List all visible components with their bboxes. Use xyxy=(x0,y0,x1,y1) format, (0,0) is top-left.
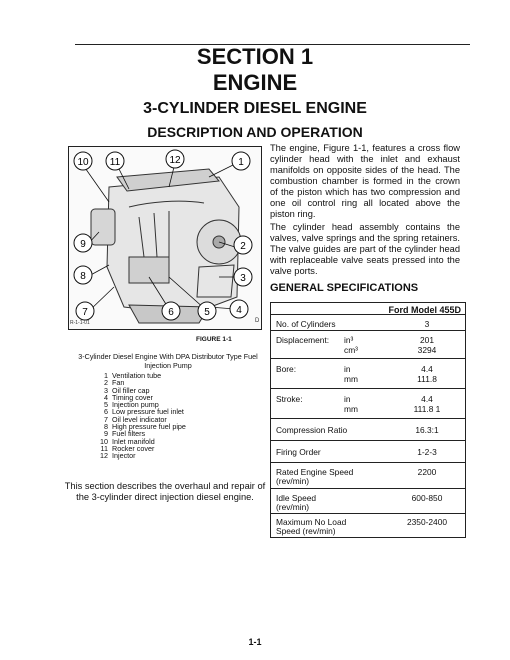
subsection-title: 3-CYLINDER DIESEL ENGINE xyxy=(143,100,367,117)
callout-9 xyxy=(74,234,92,252)
callout-6 xyxy=(162,302,180,320)
callout-7-label: 7 xyxy=(82,307,88,318)
description-heading: DESCRIPTION AND OPERATION xyxy=(147,124,363,140)
spec-row-stroke: Stroke: in 4.4 mm 111.8 1 xyxy=(271,388,465,419)
legend-item: 1 Ventilation tube xyxy=(104,371,162,380)
legend-item: 10 Inlet manifold xyxy=(100,436,155,446)
spec-row-displacement: Displacement: in³ 201 cm³ 3294 xyxy=(271,330,465,359)
callout-2 xyxy=(234,236,252,254)
callout-11 xyxy=(106,152,124,170)
callout-4-label: 4 xyxy=(236,305,242,316)
legend-item: 11 Rocker cover xyxy=(100,443,155,453)
callout-6-label: 6 xyxy=(168,307,174,318)
figure-code-right: D xyxy=(255,318,260,324)
spec-row-bore: Bore: in 4.4 mm 111.8 xyxy=(271,358,465,389)
specs-heading: GENERAL SPECIFICATIONS xyxy=(270,282,419,294)
engine-figure xyxy=(68,146,262,330)
callout-2-label: 2 xyxy=(240,241,246,252)
spec-row-cylinders: No. of Cylinders 3 xyxy=(271,314,465,331)
legend-item: 3 Oil filler cap xyxy=(104,385,150,395)
section-scope-note: This section describes the overhaul and repair of the 3-cylinder direct injection diesel engine. xyxy=(64,481,266,502)
callout-3 xyxy=(234,268,252,286)
callout-3-label: 3 xyxy=(240,273,246,284)
callout-10 xyxy=(74,152,92,170)
fuel-filter-body xyxy=(91,209,115,245)
callout-12 xyxy=(166,150,184,168)
engine-illustration xyxy=(69,147,261,329)
legend-item: 12 Injector xyxy=(100,451,136,461)
legend-item: 8 High pressure fuel pipe xyxy=(104,422,186,432)
body-paragraph-2: The cylinder head assembly contains the valves, valve springs and the spring retainers. The valve guides are part of the cylinder head with replaceable valve seats pressed into the valve ports. xyxy=(270,222,460,276)
callout-4 xyxy=(230,300,248,318)
body-paragraph-1: The engine, Figure 1-1, features a cross flow cylinder head with the inlet and exhaust manifolds on opposite sides of the head. The combustion chamber is formed in the crown of the piston which has two compression and one oil control ring all located above the piston ring. xyxy=(270,143,460,219)
legend-item: 6 Low pressure fuel inlet xyxy=(104,407,184,417)
callout-8-label: 8 xyxy=(80,271,86,282)
callout-10-label: 10 xyxy=(77,157,89,168)
callout-12-label: 12 xyxy=(169,155,181,166)
callout-5 xyxy=(198,302,216,320)
legend-item: 7 Oil level indicator xyxy=(104,414,167,424)
page-number: 1-1 xyxy=(248,637,262,647)
callout-1 xyxy=(232,152,250,170)
figure-code: R-1-1-01 xyxy=(70,320,90,326)
callout-1-label: 1 xyxy=(238,157,244,168)
figure-legend xyxy=(90,372,186,460)
figure-label: FIGURE 1-1 xyxy=(196,336,232,343)
spec-row-max-no-load: Maximum No Load Speed (rev/min) 2350-2400 xyxy=(271,513,465,538)
section-title: ENGINE xyxy=(212,70,298,95)
section-heading: SECTION 1 xyxy=(196,44,314,69)
legend-item: 4 Timing cover xyxy=(104,392,153,402)
callout-8 xyxy=(74,266,92,284)
spec-row-idle-speed: Idle Speed (rev/min) 600-850 xyxy=(271,488,465,514)
specs-table xyxy=(270,302,466,538)
legend-item: 9 Fuel filters xyxy=(104,429,146,439)
spec-row-compression: Compression Ratio 16.3:1 xyxy=(271,418,465,441)
callout-5-label: 5 xyxy=(204,307,210,318)
spec-row-firing-order: Firing Order 1-2-3 xyxy=(271,440,465,463)
callout-7 xyxy=(76,302,94,320)
legend-item: 2 Fan xyxy=(104,378,125,388)
injection-pump-body xyxy=(129,257,169,283)
spec-row-rated-speed: Rated Engine Speed (rev/min) 2200 xyxy=(271,462,465,489)
model-header: Ford Model 455D xyxy=(388,305,461,315)
figure-caption: 3-Cylinder Diesel Engine With DPA Distributor Type Fuel Injection Pump xyxy=(78,352,258,370)
legend-item: 5 Injection pump xyxy=(104,400,159,410)
callout-9-label: 9 xyxy=(80,239,86,250)
callout-11-label: 11 xyxy=(109,157,121,168)
